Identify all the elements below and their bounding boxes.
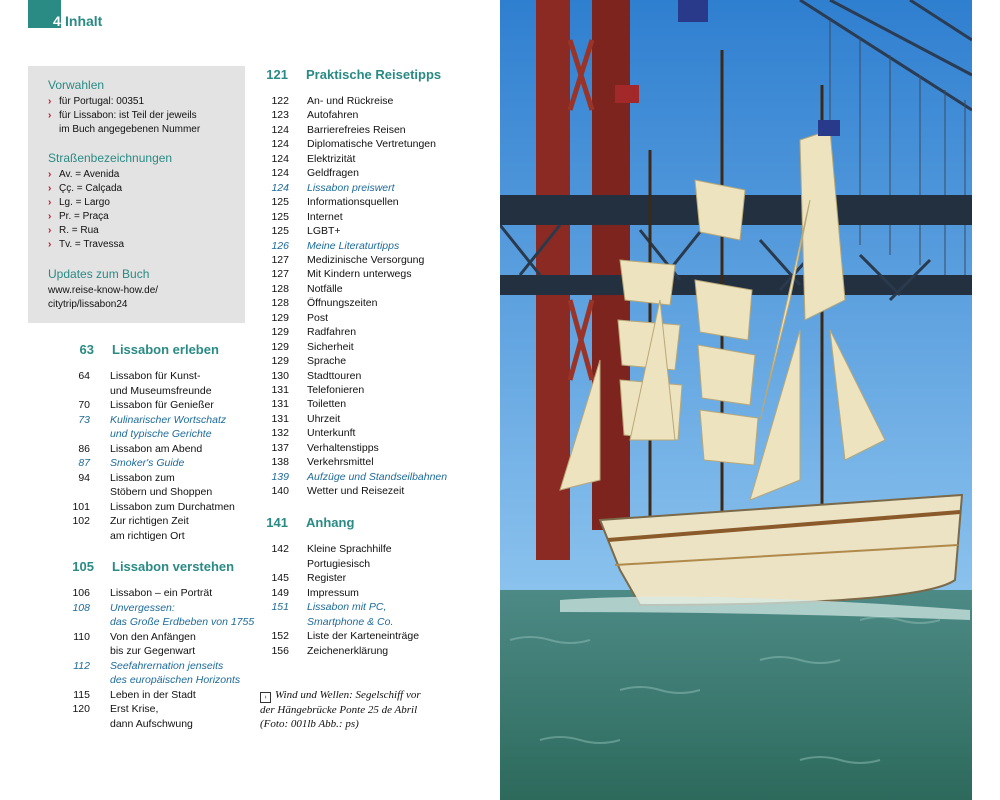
toc-entry-title: das Große Erdbeben von 1755: [110, 616, 255, 628]
toc-page-number: 102: [72, 515, 90, 527]
toc-page-number: 140: [271, 485, 289, 498]
toc-entry-title: und Museumsfreunde: [110, 384, 212, 397]
toc-entry-title: Lissabon zum: [110, 471, 175, 484]
toc-page-number: 115: [73, 688, 90, 701]
toc-page-number: 139: [271, 470, 289, 483]
toc-entry-title: Kleine Sprachhilfe: [307, 543, 392, 555]
toc-page-number: 122: [271, 95, 289, 107]
toc-entry-title: Liste der Karteneinträge: [307, 630, 420, 642]
right-margin: [972, 0, 1000, 800]
toc-page-number: 125: [271, 210, 289, 223]
page-number: 4: [53, 13, 61, 29]
toc-entry-title: Lissabon am Abend: [110, 442, 203, 455]
toc-page-number: 152: [271, 630, 289, 642]
toc-page-number: 128: [271, 297, 289, 310]
toc-entry-title: Stadttouren: [307, 369, 362, 382]
toc-entry-title: Lissabon zum Durchatmen: [110, 500, 235, 513]
strassen-heading: Straßenbezeichnungen: [48, 151, 173, 165]
toc-entry: [271, 195, 399, 210]
toc-entry: [78, 456, 185, 471]
toc-page-number: 70: [78, 399, 90, 411]
strassen-item: › Pr. = Praça: [48, 211, 109, 222]
strassen-item: › Av. = Avenida: [48, 169, 120, 180]
photo-caption: › Wind und Wellen: Segelschiff vor der Hängebrücke Ponte 25 de Abril (Foto: 001lb Abb.: ps): [260, 689, 421, 730]
toc-entry: [271, 181, 395, 196]
toc-entry: [271, 383, 365, 398]
toc-entry-title: Internet: [307, 210, 343, 223]
toc-page-number: 126: [271, 239, 289, 252]
toc-entry: [110, 615, 254, 630]
toc-entry-title: Uhrzeit: [307, 412, 341, 425]
toc-page-number: 124: [271, 138, 289, 151]
toc-entry: [271, 210, 343, 225]
toc-page-number: 132: [271, 427, 289, 440]
toc-page-number: 131: [271, 398, 289, 411]
toc-entry: [271, 369, 362, 384]
toc-entry-title: Kulinarischer Wortschatz: [110, 413, 227, 426]
toc-page-number: 64: [78, 370, 90, 382]
toc-entry-title: Verhaltenstipps: [307, 441, 379, 454]
toc-page-number: 131: [271, 384, 289, 396]
toc-entry-title: Aufzüge und Standseilbahnen: [307, 470, 448, 483]
toc-entry-title: Toiletten: [307, 398, 347, 411]
strassen-item: › Lg. = Largo: [48, 197, 110, 208]
toc-entry: [271, 455, 374, 470]
toc-page-number: 110: [73, 630, 90, 643]
toc-entry: [271, 108, 359, 123]
toc-entry-title: Diplomatische Vertretungen: [307, 138, 436, 151]
toc-entry: [307, 615, 393, 630]
toc-page-number: 73: [78, 413, 90, 426]
toc-entry-title: Lissabon für Genießer: [110, 399, 214, 411]
toc-entry-title: Elektrizität: [307, 152, 356, 165]
toc-page-number: 124: [271, 152, 289, 165]
toc-entry: [271, 152, 356, 167]
sailing-ship-photo: [500, 0, 972, 800]
toc-entry-title: Wetter und Reisezeit: [307, 485, 405, 498]
toc-entry: [72, 514, 189, 529]
updates-link[interactable]: www.reise-know-how.de/: [48, 285, 159, 296]
toc-page-number: 112: [73, 659, 90, 672]
toc-page-number: 120: [72, 703, 90, 715]
toc-entry: [271, 571, 347, 586]
toc-entry: [78, 471, 175, 486]
vorwahlen-heading: Vorwahlen: [48, 78, 105, 92]
toc-entry: [271, 166, 359, 181]
toc-page-number: 124: [271, 181, 289, 194]
toc-page-number: 124: [271, 123, 289, 136]
toc-entry-title: Meine Literaturtipps: [307, 239, 400, 252]
toc-entry-title: Radfahren: [307, 326, 357, 339]
toc-entry-title: des europäischen Horizonts: [110, 674, 241, 686]
toc-page-number: 125: [271, 225, 289, 238]
toc-entry: [271, 542, 392, 557]
toc-entry-title: Lissabon preiswert: [307, 181, 395, 194]
page-title: Inhalt: [65, 13, 103, 29]
toc-entry-title: An- und Rückreise: [307, 95, 394, 107]
toc-entry-title: Impressum: [307, 586, 359, 599]
toc-entry: [110, 529, 185, 544]
toc-entry: [271, 253, 425, 268]
toc-entry: [271, 123, 406, 138]
toc-entry-title: dann Aufschwung: [110, 717, 193, 730]
vorwahlen-item: › für Portugal: 00351: [48, 96, 145, 107]
chevron-icon: ›: [48, 183, 52, 194]
toc-page-number: 94: [78, 471, 90, 484]
toc-page-number: 156: [271, 644, 289, 657]
toc-entry: [271, 441, 379, 456]
toc-entry: [271, 470, 448, 485]
toc-entry: [271, 644, 389, 659]
toc-entry: [271, 137, 436, 152]
toc-page-number: 131: [271, 412, 289, 425]
toc-entry: [271, 340, 354, 355]
toc-entry: [72, 586, 213, 601]
toc-entry-title: bis zur Gegenwart: [110, 645, 196, 657]
toc-page-number: 129: [271, 311, 289, 324]
vorwahlen-item-continued: im Buch angegebenen Nummer: [59, 124, 201, 135]
toc-entry-title: Register: [307, 572, 347, 584]
toc-entry: [271, 629, 420, 644]
strassen-item: › Çç. = Calçada: [48, 183, 123, 194]
toc-entry-title: Autofahren: [307, 109, 359, 122]
toc-entry: [72, 500, 235, 515]
toc-entry: [110, 644, 195, 659]
toc-page-number: 151: [271, 601, 289, 613]
toc-entry: [73, 688, 196, 703]
toc-entry: [110, 384, 212, 399]
toc-entry: [271, 484, 405, 499]
toc-entry: [78, 369, 201, 384]
toc-entry-title: Leben in der Stadt: [110, 688, 196, 701]
toc-page-number: 129: [271, 355, 289, 368]
toc-entry-title: Von den Anfängen: [110, 630, 196, 643]
toc-page-number: 106: [72, 587, 90, 599]
toc-entry: [271, 426, 356, 441]
toc-entry-title: Barrierefreies Reisen: [307, 123, 406, 136]
toc-entry-title: Geldfragen: [307, 167, 359, 180]
toc-entry-title: Seefahrernation jenseits: [110, 659, 224, 672]
toc-page-number: 108: [72, 601, 90, 614]
toc-page-number: 129: [271, 340, 289, 353]
toc-entry: [271, 397, 347, 412]
toc-entry-title: Lissabon für Kunst-: [110, 370, 201, 382]
toc-entry-title: Zur richtigen Zeit: [110, 515, 189, 527]
toc-entry: [73, 659, 224, 674]
toc-page-number: 124: [271, 167, 289, 180]
toc-entry-title: Notfälle: [307, 282, 343, 295]
toc-entry-title: Medizinische Versorgung: [307, 253, 425, 266]
toc-page-number: 101: [72, 500, 90, 513]
chevron-icon: ›: [48, 96, 52, 107]
toc-entry: [271, 224, 341, 239]
toc-entry: [73, 630, 196, 645]
toc-entry-title: Sicherheit: [307, 340, 354, 353]
updates-heading: Updates zum Buch: [48, 267, 150, 281]
info-box: [28, 66, 245, 323]
toc-entry-title: Portugiesisch: [307, 557, 371, 570]
toc-page-number: 125: [271, 196, 289, 209]
toc-entry: [78, 442, 203, 457]
toc-page-number: 130: [271, 369, 289, 382]
toc-entry: [271, 239, 400, 254]
chevron-icon: ›: [48, 169, 52, 180]
updates-link[interactable]: citytrip/lissabon24: [48, 299, 128, 310]
chevron-icon: ›: [48, 225, 52, 236]
toc-section-heading: 105 Lissabon verstehen: [72, 559, 235, 574]
toc-page-number: 86: [78, 442, 90, 455]
toc-section-heading: 63 Lissabon erleben: [79, 342, 219, 357]
toc-entry-title: Verkehrsmittel: [307, 456, 374, 469]
toc-entry-title: Zeichenerklärung: [307, 644, 389, 657]
toc-entry-title: und typische Gerichte: [110, 428, 212, 440]
toc-page-number: 129: [271, 326, 289, 339]
chevron-icon: ›: [48, 239, 52, 250]
toc-entry: [110, 673, 240, 688]
toc-entry: [78, 413, 227, 428]
toc-entry: [307, 557, 370, 572]
toc-page-number: 87: [78, 457, 90, 469]
toc-entry: [271, 600, 387, 615]
toc-entry-title: Sprache: [307, 355, 347, 368]
toc-entry-title: Unvergessen:: [110, 601, 175, 614]
toc-entry-title: Mit Kindern unterwegs: [307, 268, 412, 281]
toc-page-number: 145: [271, 572, 289, 584]
toc-page-number: 137: [271, 441, 289, 454]
toc-section-heading: 141 Anhang: [266, 515, 355, 530]
toc-section-heading: 121 Praktische Reisetipps: [266, 67, 442, 82]
toc-entry: [72, 601, 175, 616]
strassen-item: › Tv. = Travessa: [48, 239, 125, 250]
toc-entry: [78, 398, 214, 413]
toc-page-number: 123: [271, 109, 289, 122]
toc-page-number: 138: [271, 456, 289, 469]
toc-entry: [110, 717, 193, 732]
chevron-icon: ›: [48, 110, 52, 121]
toc-entry-title: Post: [307, 311, 329, 324]
toc-entry: [271, 325, 357, 340]
toc-entry: [271, 282, 343, 297]
vorwahlen-item: › für Lissabon: ist Teil der jeweils: [48, 110, 197, 121]
toc-entry: [271, 412, 341, 427]
caption-arrow-icon: ›: [260, 692, 271, 703]
toc-entry: [110, 485, 212, 500]
toc-entry-title: LGBT+: [307, 225, 341, 238]
toc-entry-title: Lissabon mit PC,: [307, 601, 387, 613]
toc-entry-title: Smartphone & Co.: [307, 615, 394, 628]
toc-entry: [110, 427, 212, 442]
toc-page-number: 127: [271, 268, 289, 281]
toc-entry-title: Erst Krise,: [110, 703, 159, 715]
toc-entry-title: Informationsquellen: [307, 196, 399, 209]
toc-entry-title: Smoker's Guide: [110, 457, 185, 469]
toc-entry: [271, 354, 347, 369]
toc-entry: [271, 586, 359, 601]
strassen-item: › R. = Rua: [48, 225, 99, 236]
chevron-icon: ›: [48, 197, 52, 208]
toc-page-number: 149: [271, 586, 289, 599]
toc-entry-title: Lissabon – ein Porträt: [110, 587, 213, 599]
toc-entry-title: am richtigen Ort: [110, 529, 185, 542]
toc-entry: [271, 267, 412, 282]
toc-page-number: 127: [271, 253, 289, 266]
toc-entry: [271, 296, 378, 311]
toc-entry-title: Stöbern und Shoppen: [110, 486, 213, 498]
toc-entry-title: Öffnungszeiten: [307, 297, 378, 310]
chevron-icon: ›: [48, 211, 52, 222]
toc-entry: [271, 94, 394, 109]
toc-page-number: 128: [271, 282, 289, 295]
toc-entry: [271, 311, 329, 326]
toc-entry-title: Telefonieren: [307, 384, 365, 396]
toc-page-number: 142: [271, 543, 289, 555]
toc-entry: [72, 702, 159, 717]
toc-entry-title: Unterkunft: [307, 427, 356, 440]
